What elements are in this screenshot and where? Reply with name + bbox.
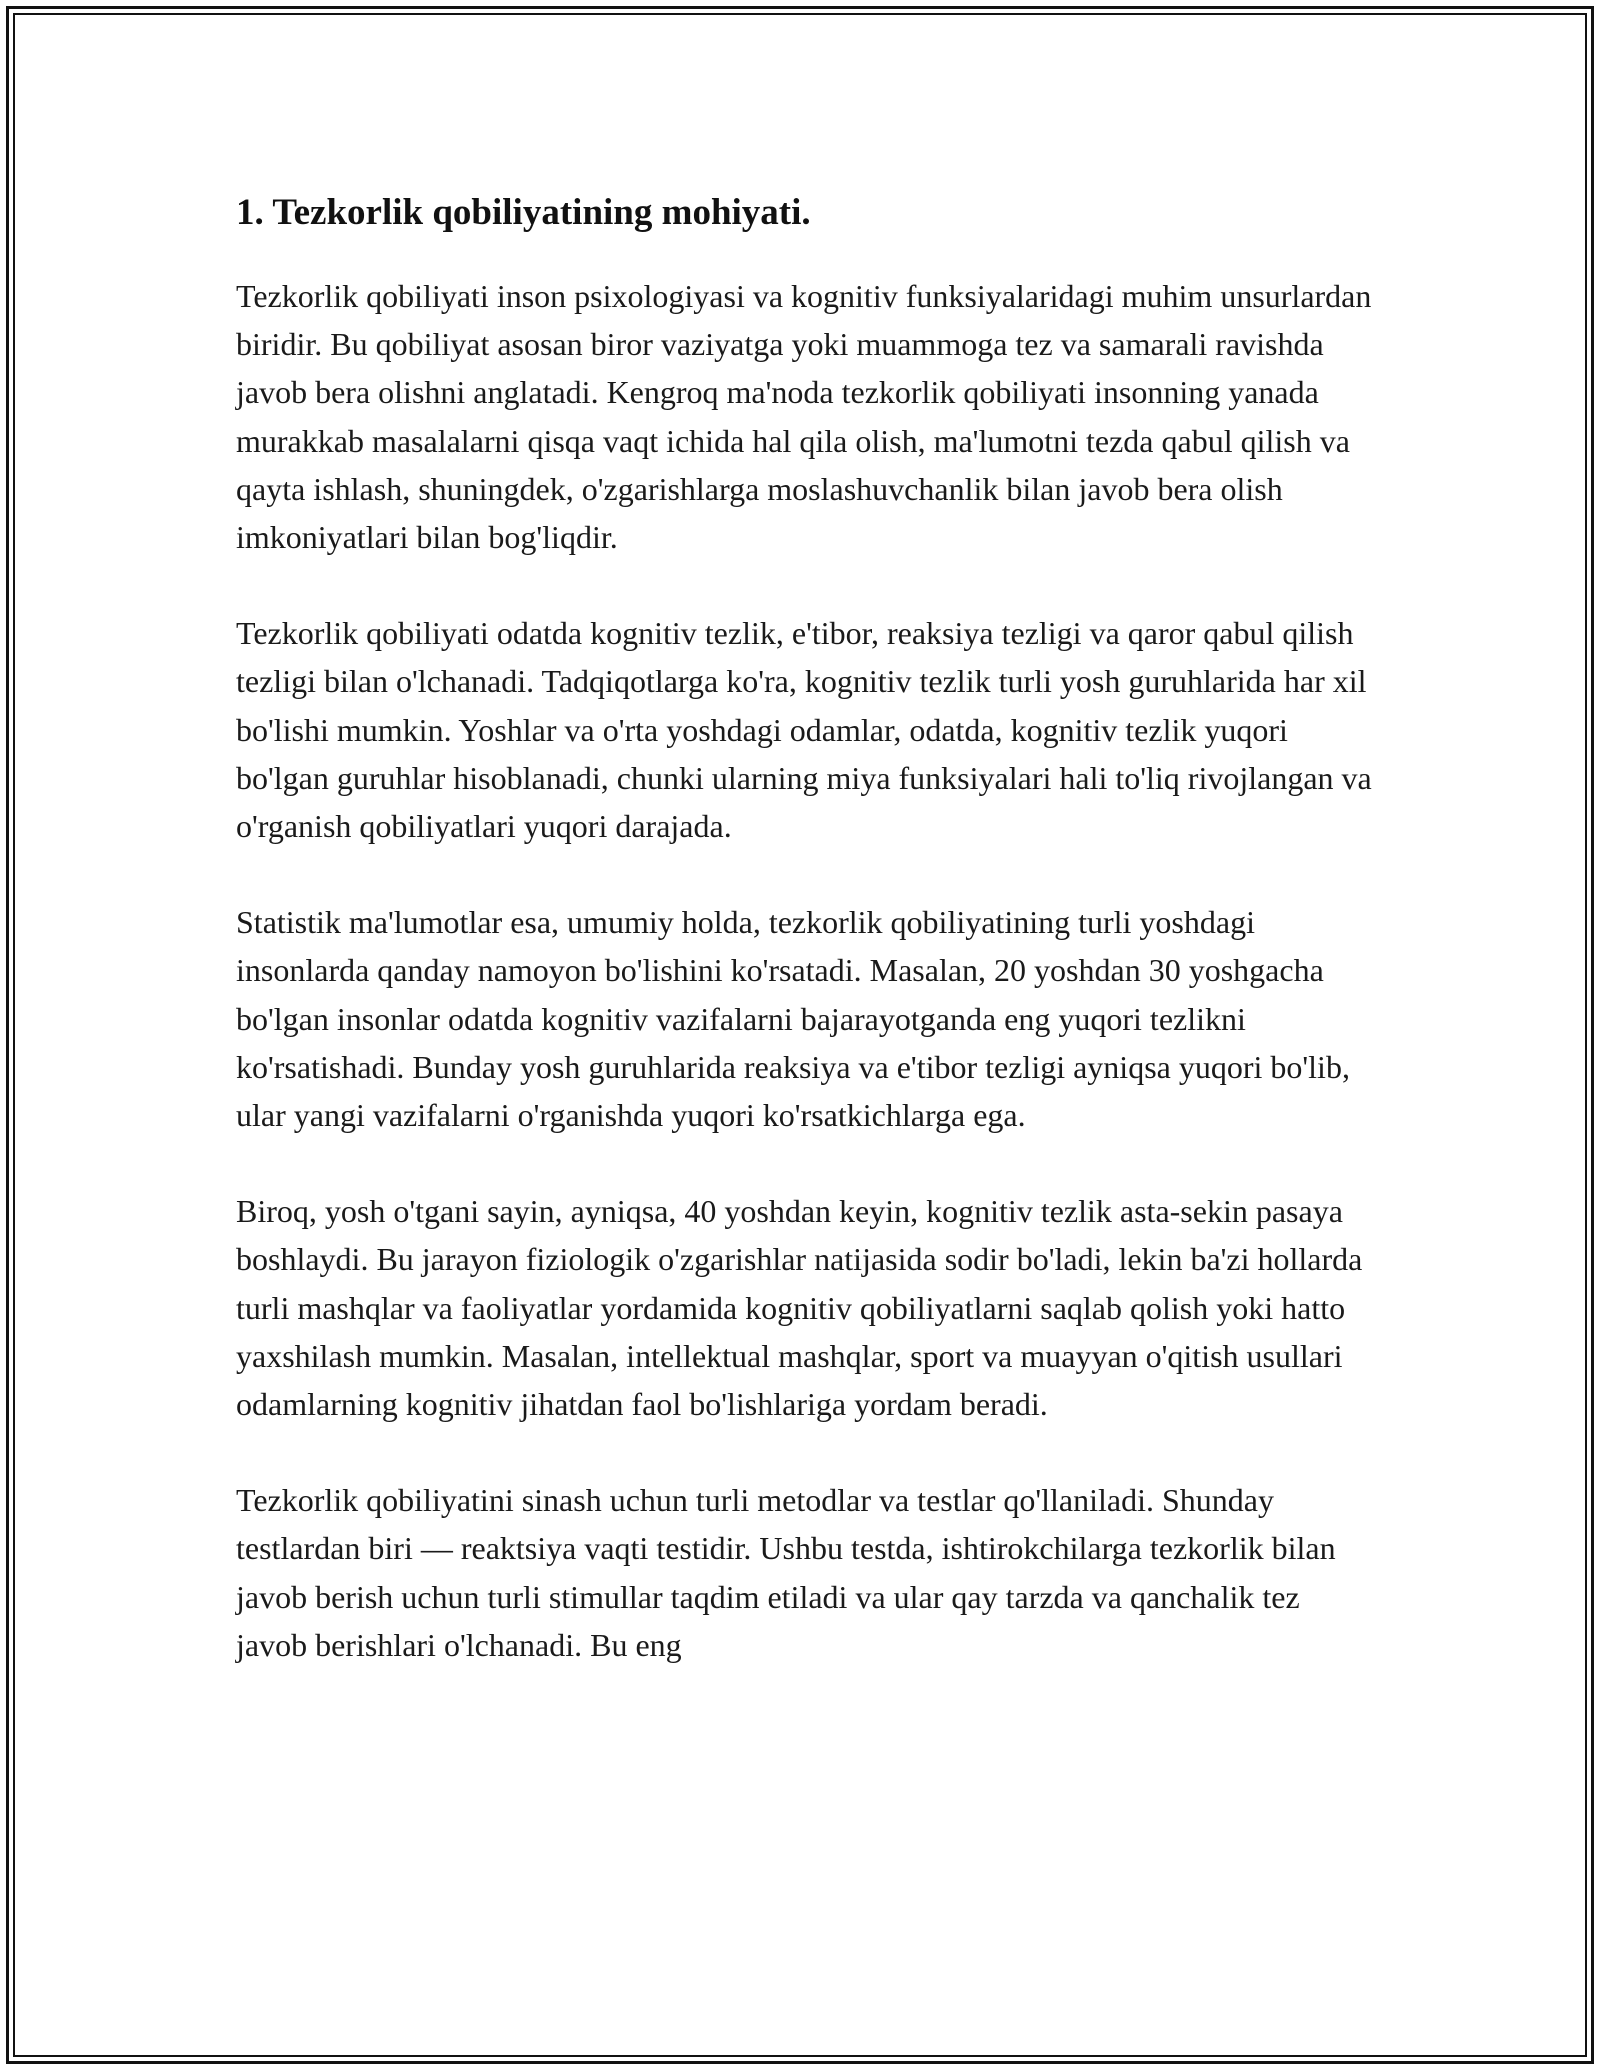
- section-heading: 1. Tezkorlik qobiliyatining mohiyati.: [236, 192, 811, 233]
- paragraph-2: Tezkorlik qobiliyati odatda kognitiv tezlik, e'tibor, reaksiya tezligi va qaror qabul qilish tezligi bilan o'lchanadi. Tadqiqotlarga ko'ra, kognitiv tezlik turli yosh guruhlarida har xil bo'lishi mumkin. Yoshlar va o'rta yoshdagi odamlar, odatda, kognitiv tezlik yuqori bo'lgan guruhlar hisoblanadi, chunki ularning miya funksiyalari hali to'liq rivojlangan va o'rganish qobiliyatlari yuqori darajada.: [236, 615, 1372, 845]
- paragraph-3: Statistik ma'lumotlar esa, umumiy holda, tezkorlik qobiliyatining turli yoshdagi insonlarda qanday namoyon bo'lishini ko'rsatadi. Masalan, 20 yoshdan 30 yoshgacha bo'lgan insonlar odatda kognitiv vazifalarni bajarayotganda eng yuqori tezlikni ko'rsatishadi. Bunday yosh guruhlarida reaksiya va e'tibor tezligi ayniqsa yuqori bo'lib, ular yangi vazifalarni o'rganishda yuqori ko'rsatkichlarga ega.: [236, 904, 1350, 1134]
- document-body: [236, 184, 1376, 1717]
- paragraph-1: Tezkorlik qobiliyati inson psixologiyasi va kognitiv funksiyalaridagi muhim unsurlardan biridir. Bu qobiliyat asosan biror vaziyatga yoki muammoga tez va samarali ravishda javob bera olishni anglatadi. Kengroq ma'noda tezkorlik qobiliyati insonning yanada murakkab masalalarni qisqa vaqt ichida hal qila olish, ma'lumotni tezda qabul qilish va qayta ishlash, shuningdek, o'zgarishlarga moslashuvchanlik bilan javob bera olish imkoniyatlari bilan bog'liqdir.: [236, 278, 1372, 556]
- paragraph-5: Tezkorlik qobiliyatini sinash uchun turli metodlar va testlar qo'llaniladi. Shunday testlardan biri — reaktsiya vaqti testidir. Ushbu testda, ishtirokchilarga tezkorlik bilan javob berish uchun turli stimullar taqdim etiladi va ular qay tarzda va qanchalik tez javob berishlari o'lchanadi. Bu eng: [236, 1482, 1336, 1663]
- paragraph-4: Biroq, yosh o'tgani sayin, ayniqsa, 40 yoshdan keyin, kognitiv tezlik asta-sekin pasaya boshlaydi. Bu jarayon fiziologik o'zgarishlar natijasida sodir bo'ladi, lekin ba'zi hollarda turli mashqlar va faoliyatlar yordamida kognitiv qobiliyatlarni saqlab qolish yoki hatto yaxshilash mumkin. Masalan, intellektual mashqlar, sport va muayyan o'qitish usullari odamlarning kognitiv jihatdan faol bo'lishlariga yordam beradi.: [236, 1193, 1363, 1423]
